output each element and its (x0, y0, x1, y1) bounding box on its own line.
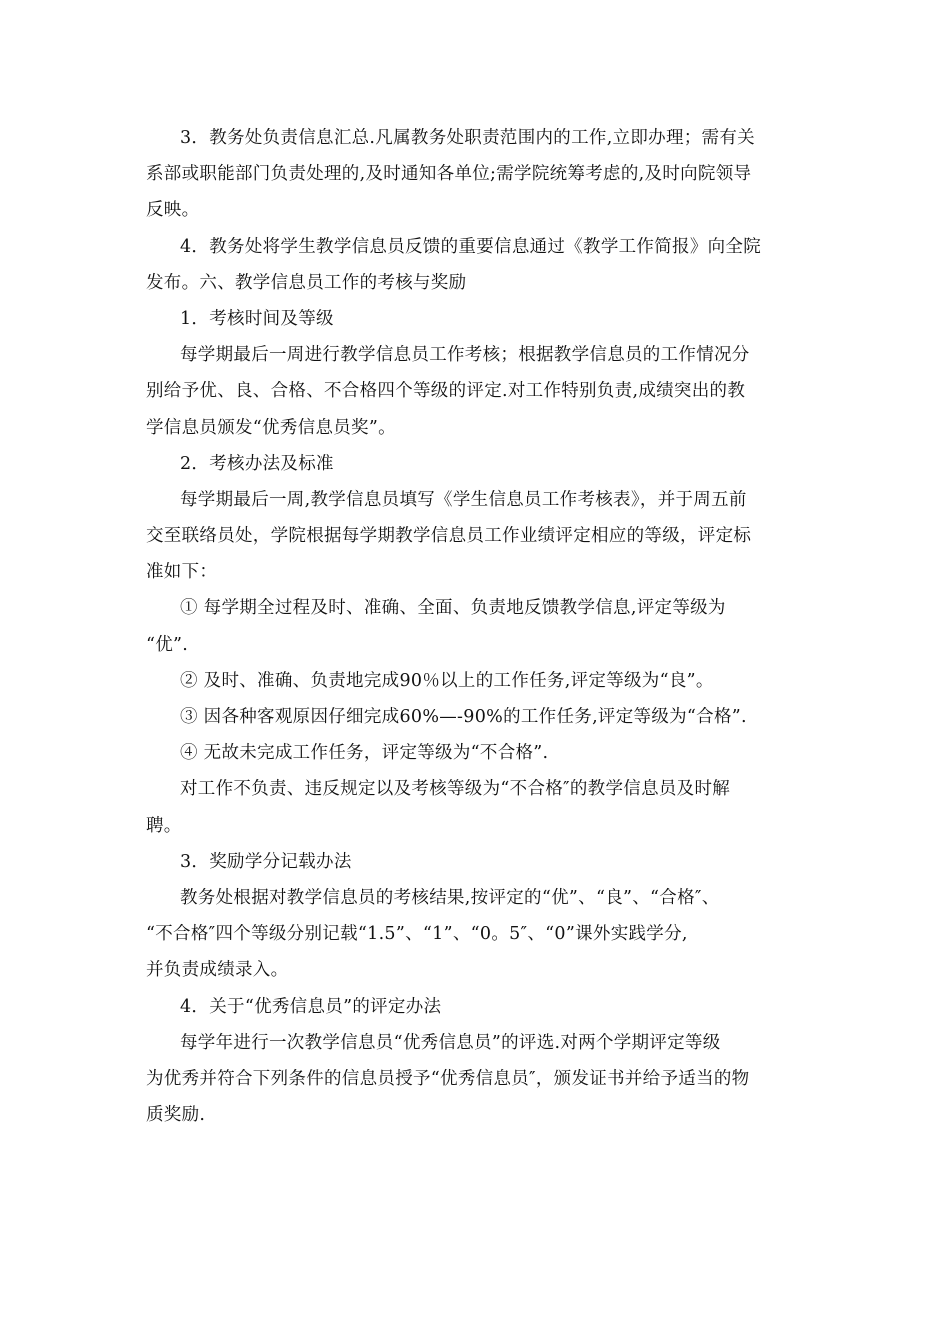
document-line: 对工作不负责、违反规定以及考核等级为“不合格″的教学信息员及时解 (180, 779, 731, 800)
document-line: 教务处根据对教学信息员的考核结果,按评定的“优”、“良”、“合格″、 (180, 887, 720, 908)
document-line: 2．考核办法及标准 (180, 453, 334, 474)
document-line: “不合格″四个等级分别记载“1.5”、“1”、“0。5″、“0”课外实践学分, (146, 924, 688, 945)
document-line: ② 及时、准确、负责地完成90％以上的工作任务,评定等级为“良”。 (180, 670, 714, 691)
document-line: 3．教务处负责信息汇总.凡属教务处职责范围内的工作,立即办理；需有关 (180, 128, 755, 148)
document-line: 系部或职能部门负责处理的,及时通知各单位;需学院统筹考虑的,及时向院领导 (146, 164, 752, 185)
document-line: 别给予优、良、合格、不合格四个等级的评定.对工作特别负责,成绩突出的教 (146, 381, 746, 402)
document-line: 发布。六、教学信息员工作的考核与奖励 (146, 272, 467, 293)
document-body (146, 120, 806, 1133)
document-line: 交至联络员处，学院根据每学期教学信息员工作业绩评定相应的等级，评定标 (146, 526, 752, 547)
document-line: 4．关于“优秀信息员”的评定办法 (180, 996, 442, 1017)
document-line: 每学期最后一周进行教学信息员工作考核；根据教学信息员的工作情况分 (180, 345, 750, 366)
document-line: ① 每学期全过程及时、准确、全面、负责地反馈教学信息,评定等级为 (180, 598, 726, 619)
document-line: 3．奖励学分记载办法 (180, 851, 352, 872)
document-line: ③ 因各种客观原因仔细完成60%—-90%的工作任务,评定等级为“合格”. (180, 707, 747, 727)
document-line: ④ 无故未完成工作任务，评定等级为“不合格”. (180, 743, 549, 764)
document-line: “优”. (146, 634, 189, 655)
document-line: 为优秀并符合下列条件的信息员授予“优秀信息员″，颁发证书并给予适当的物 (146, 1068, 750, 1089)
document-line: 每学年进行一次教学信息员“优秀信息员”的评选.对两个学期评定等级 (180, 1032, 721, 1053)
document-line: 并负责成绩录入。 (146, 960, 289, 981)
document-line: 反映。 (146, 200, 200, 221)
document-line: 聘。 (146, 815, 182, 836)
document-line: 准如下： (146, 562, 218, 583)
document-line: 1．考核时间及等级 (180, 308, 334, 329)
document-line: 4．教务处将学生教学信息员反馈的重要信息通过《教学工作简报》向全院 (180, 236, 762, 257)
document-line: 每学期最后一周,教学信息员填写《学生信息员工作考核表》，并于周五前 (180, 489, 747, 510)
document-line: 质奖励. (146, 1105, 206, 1126)
document-line: 学信息员颁发“优秀信息员奖”。 (146, 417, 396, 438)
